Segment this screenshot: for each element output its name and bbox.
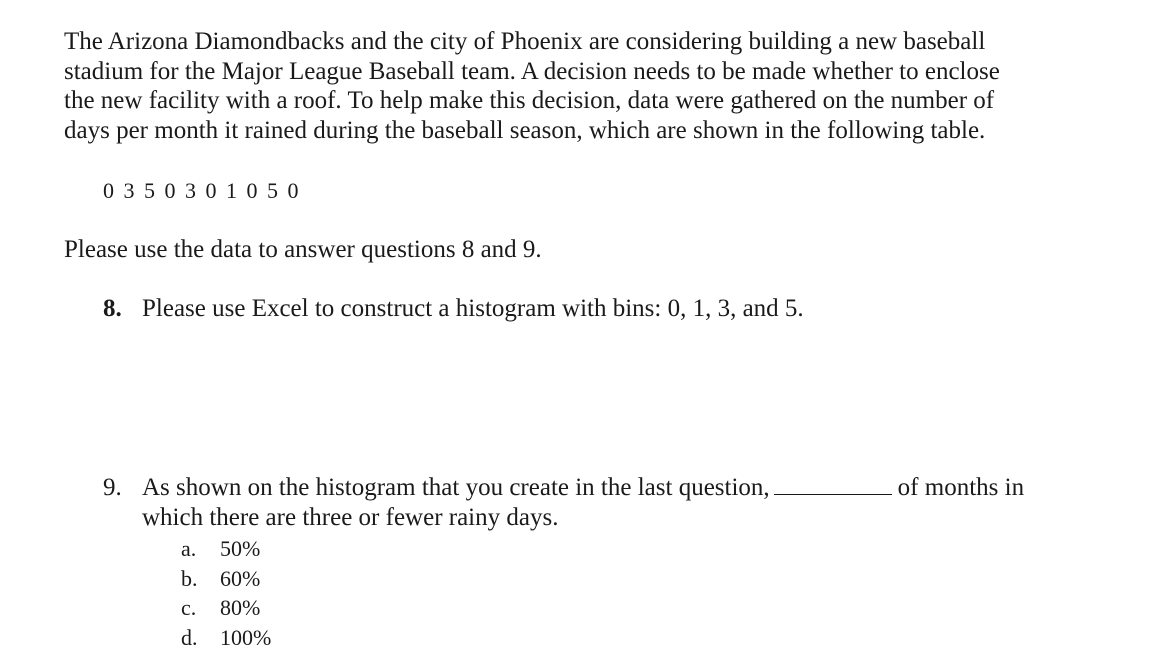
answer-blank [774,472,892,495]
rain-data-table [103,178,308,204]
option-letter: b. [181,565,198,591]
data-value: 0 [246,178,258,203]
data-value: 1 [226,178,237,203]
option-text: 100% [220,624,272,650]
instruction-text: Please use the data to answer questions 8 and 9. [64,236,542,263]
intro-line: stadium for the Major League Baseball team. A decision needs to be made whether to enclose [64,57,1000,85]
option-letter: d. [181,624,198,650]
question-9-line2: which there are three or fewer rainy days. [142,503,559,531]
question-9-options [181,534,271,652]
option-text: 60% [220,565,261,591]
intro-line: The Arizona Diamondbacks and the city of Phoenix are considering building a new baseball [64,28,986,55]
data-value: 0 [103,178,114,203]
question-9 [103,472,1024,532]
option-c [181,593,271,623]
question-8-number: 8. [103,295,122,322]
data-value: 5 [144,178,155,203]
data-value: 3 [185,178,196,203]
option-b [181,564,271,594]
option-text: 50% [220,536,261,561]
intro-paragraph [64,27,1064,145]
question-8-text: Please use Excel to construct a histogram with bins: 0, 1, 3, and 5. [142,295,804,322]
option-a [181,534,271,564]
option-text: 80% [220,595,261,620]
data-value: 0 [287,178,299,203]
question-8 [103,294,804,323]
question-9-text-after: of months in [897,474,1025,501]
option-letter: a. [181,536,197,561]
intro-line: days per month it rained during the baseball season, which are shown in the following table. [64,116,986,144]
data-value: 0 [205,178,217,203]
question-9-number: 9. [103,474,122,501]
data-value: 0 [164,178,176,203]
option-letter: c. [181,595,197,620]
data-value: 3 [123,178,135,203]
intro-line: the new facility with a roof. To help make this decision, data were gathered on the number of [64,87,995,114]
data-value: 5 [267,178,278,203]
question-9-text-before: As shown on the histogram that you create in the last question, [142,474,770,501]
option-d [181,623,271,653]
